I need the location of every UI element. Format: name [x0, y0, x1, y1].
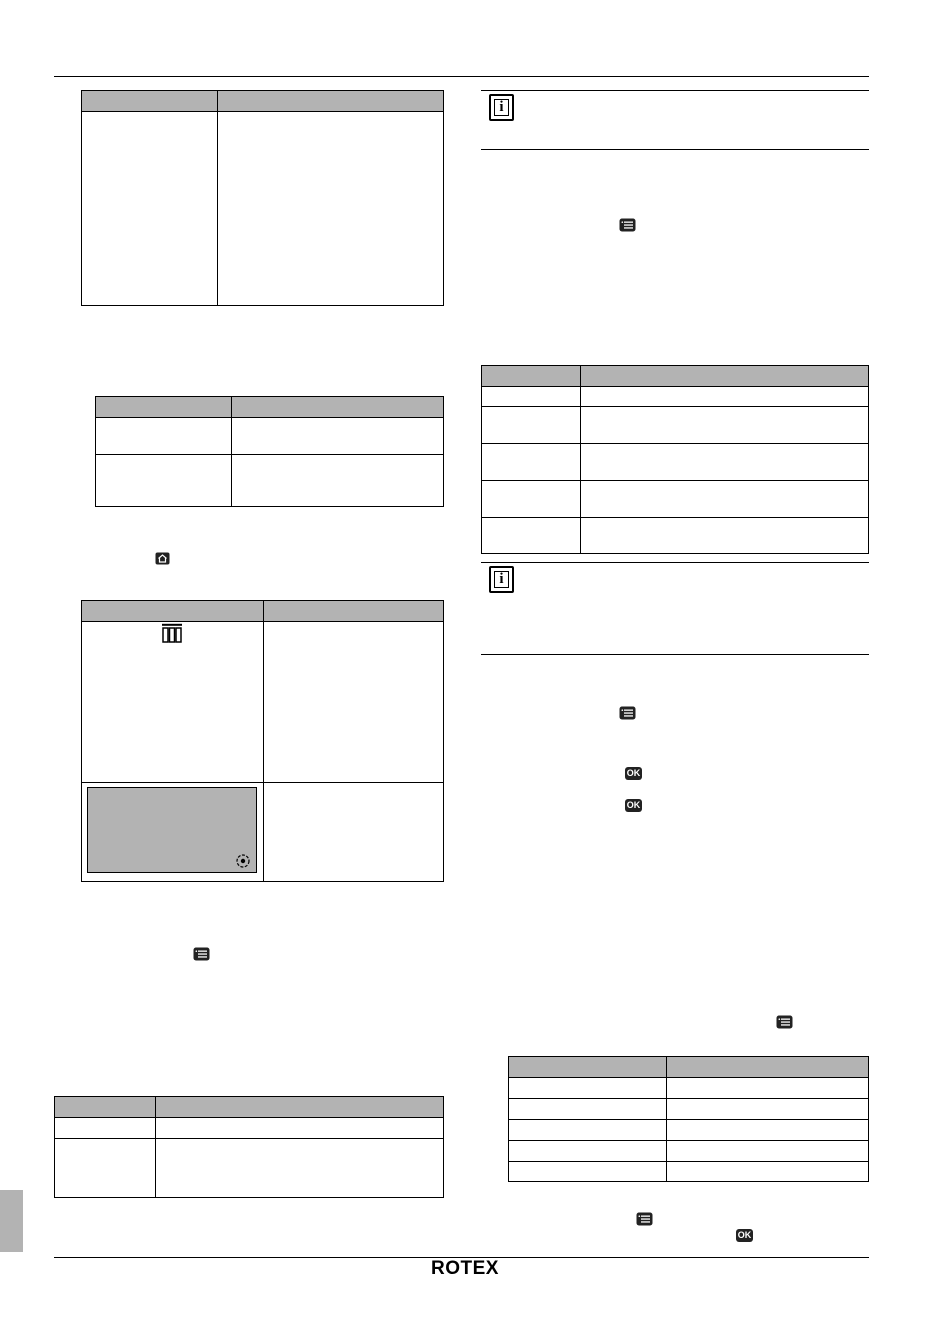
table-2-row-line	[96, 454, 443, 455]
table-6-header	[509, 1057, 868, 1078]
table-5	[481, 365, 869, 554]
menu-icon	[193, 947, 210, 961]
table-5-row-line	[482, 443, 868, 444]
brand-logo: ROTEX	[431, 1258, 499, 1279]
table-4	[54, 1096, 444, 1198]
table-5-row-line	[482, 480, 868, 481]
header-rule	[54, 76, 869, 77]
menu-icon	[636, 1212, 653, 1226]
table-5-divider	[580, 366, 581, 553]
info-1-bottom-rule	[481, 149, 869, 150]
info-icon: i	[489, 566, 514, 593]
ok-button-icon: OK	[737, 1230, 752, 1240]
table-3-row-line	[82, 782, 443, 783]
ok-button-icon: OK	[626, 768, 641, 778]
table-6-row-line	[509, 1098, 868, 1099]
table-6-row-line	[509, 1119, 868, 1120]
side-tab	[0, 1190, 23, 1252]
info-2-top-rule	[481, 562, 869, 563]
menu-icon	[619, 706, 636, 720]
table-5-row-line	[482, 406, 868, 407]
table-5-header	[482, 366, 868, 387]
table-4-divider	[155, 1097, 156, 1197]
table-4-row-line	[55, 1138, 443, 1139]
table-6-row-line	[509, 1140, 868, 1141]
table-2-divider	[231, 397, 232, 506]
table-1	[81, 90, 444, 306]
menu-icon	[619, 218, 636, 232]
table-1-header	[82, 91, 443, 112]
table-4-header	[55, 1097, 443, 1118]
table-2	[95, 396, 444, 507]
table-2-header	[96, 397, 443, 418]
info-1-top-rule	[481, 90, 869, 91]
table-6	[508, 1056, 869, 1182]
info-icon: i	[489, 94, 514, 121]
table-5-row-line	[482, 517, 868, 518]
table-3-divider	[263, 601, 264, 881]
radiator-icon	[160, 623, 184, 643]
info-2-bottom-rule	[481, 654, 869, 655]
home-icon	[155, 552, 170, 565]
ok-button-icon: OK	[626, 800, 641, 810]
table-1-divider	[217, 91, 218, 305]
table-6-row-line	[509, 1161, 868, 1162]
rotate-icon	[235, 853, 251, 869]
display-screen-box	[87, 787, 257, 873]
menu-icon	[776, 1015, 793, 1029]
